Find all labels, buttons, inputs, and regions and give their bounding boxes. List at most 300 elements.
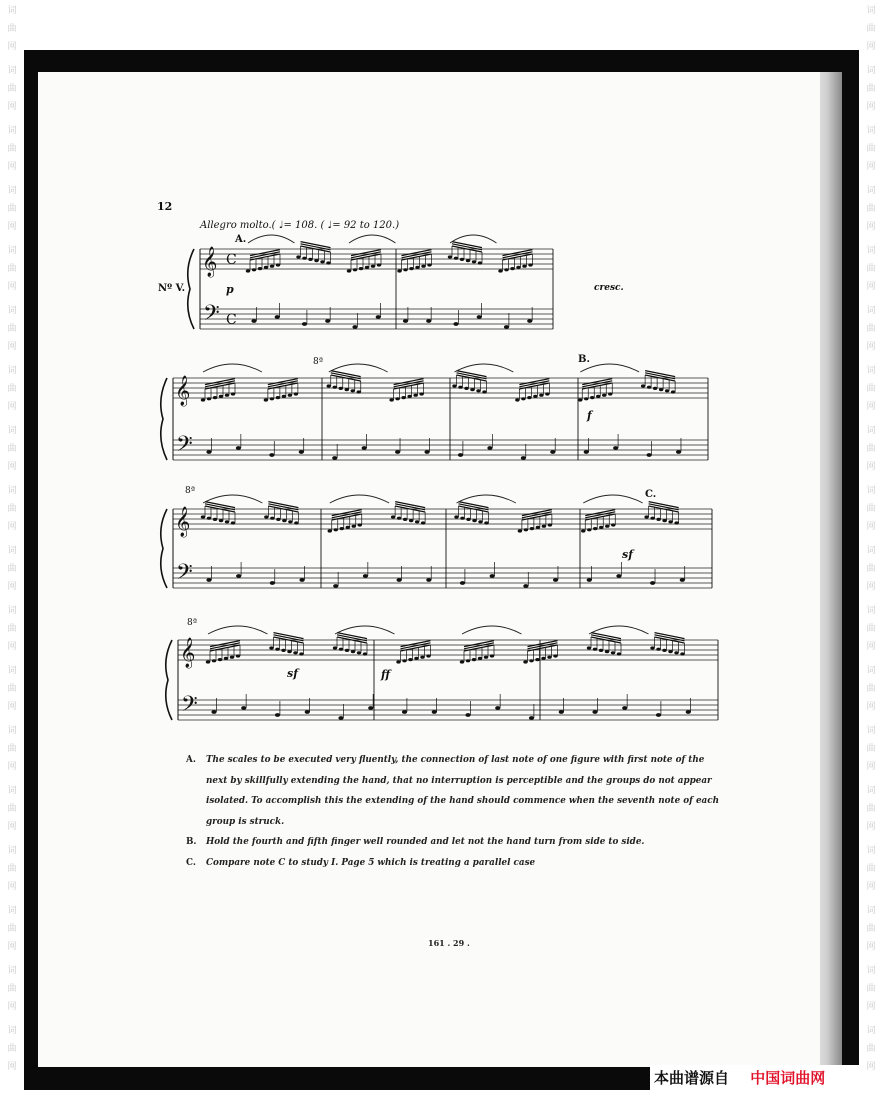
system-3-note-group-notehead [644, 515, 648, 518]
system-1-note-group-notehead [403, 268, 407, 271]
dynamic-piano: p [226, 283, 234, 296]
watermark-glyph: 词 [866, 906, 876, 916]
watermark-glyph: 曲 [7, 144, 17, 154]
footnote-c [186, 853, 726, 874]
system-2-note-group-notehead [345, 388, 349, 391]
system-3-slur [330, 495, 389, 503]
system-2-treble-clef: 𝄞 [175, 376, 191, 406]
system-3-note-group-notehead [599, 526, 603, 529]
system-3-note-group-notehead [587, 528, 591, 531]
system-4-note-group-notehead [206, 660, 210, 663]
system-2-bass-notehead [676, 450, 681, 454]
watermark-glyph: 曲 [7, 504, 17, 514]
system-4-note-group-notehead [680, 652, 684, 655]
system-1-bass-clef: 𝄢 [203, 301, 220, 331]
system-3-note-group-notehead [454, 515, 458, 518]
system-1-note-group-notehead [427, 263, 431, 266]
watermark-glyph: 词 [866, 426, 876, 436]
system-4-note-group-notehead [420, 656, 424, 659]
system-2-bass-notehead [395, 450, 400, 454]
system-2-note-group-notehead [231, 392, 235, 395]
watermark-glyph: 词 [866, 366, 876, 376]
watermark-glyph: 曲 [7, 684, 17, 694]
system-2-note-group-notehead [419, 392, 423, 395]
watermark-glyph: 曲 [866, 144, 876, 154]
system-1-bass-notehead [403, 319, 408, 323]
system-4-note-group-notehead [650, 646, 654, 649]
system-1-note-group-notehead [498, 269, 502, 272]
study-number: Nº V. [158, 283, 186, 294]
footnote-a-mark: A. [186, 755, 196, 765]
site-banner-source-label: 本曲谱源自 [654, 1069, 730, 1087]
system-2-bass-notehead [269, 453, 274, 457]
system-4-note-group-notehead [484, 656, 488, 659]
system-1-note-group-notehead [320, 260, 324, 263]
system-2-note-group-notehead [270, 397, 274, 400]
system-3-note-group-notehead [409, 519, 413, 522]
watermark-glyph: 曲 [866, 744, 876, 754]
system-2-note-group-notehead [413, 394, 417, 397]
watermark-glyph: 词 [7, 186, 17, 196]
system-3-note-group-notehead [530, 527, 534, 530]
system-1-note-group-notehead [516, 266, 520, 269]
system-3-note-group-notehead [340, 527, 344, 530]
system-3-bass-notehead [426, 578, 431, 582]
system-1-bass-notehead [477, 315, 482, 319]
system-4-note-group-notehead [345, 649, 349, 652]
watermark-glyph: 曲 [866, 264, 876, 274]
system-3-note-group-notehead [213, 518, 217, 521]
system-3-bass-notehead [363, 574, 368, 578]
watermark-glyph: 网 [7, 942, 17, 952]
system-4-note-group-notehead [293, 651, 297, 654]
watermark-glyph: 网 [7, 762, 17, 772]
dynamic-sforzando-2: sf [287, 667, 298, 680]
system-2-note-group-notehead [276, 396, 280, 399]
system-2-note-group-notehead [213, 396, 217, 399]
tempo-marking: Allegro molto.( ♩= 108. ( ♩= 92 to 120.) [200, 220, 400, 231]
watermark-glyph: 词 [7, 966, 17, 976]
watermark-glyph: 词 [866, 486, 876, 496]
system-1-slur [248, 235, 295, 243]
system-4-note-group-notehead [460, 660, 464, 663]
system-3-note-group-notehead [201, 515, 205, 518]
system-3-note-group-notehead [358, 523, 362, 526]
watermark-glyph: 曲 [866, 444, 876, 454]
system-2-bass-notehead [362, 446, 367, 450]
system-4-note-group-notehead [466, 659, 470, 662]
watermark-glyph: 词 [7, 726, 17, 736]
octave-mark-system-4: 8ª [187, 618, 198, 628]
watermark-glyph: 词 [7, 366, 17, 376]
system-2-note-group-notehead [647, 386, 651, 389]
system-2-note-group-notehead [578, 398, 582, 401]
system-3-bass-clef: 𝄢 [176, 560, 193, 590]
watermark-glyph: 网 [866, 402, 876, 412]
system-2-note-group-notehead [351, 389, 355, 392]
rehearsal-mark-b: B. [578, 354, 590, 365]
watermark-glyph: 词 [7, 846, 17, 856]
watermark-glyph: 网 [7, 102, 17, 112]
watermark-glyph: 曲 [7, 864, 17, 874]
system-3-note-group-notehead [518, 529, 522, 532]
system-4-note-group-notehead [363, 652, 367, 655]
watermark-glyph: 词 [866, 846, 876, 856]
watermark-glyph: 网 [866, 282, 876, 292]
system-1-note-group-notehead [353, 268, 357, 271]
system-1-slur [349, 235, 396, 243]
system-4-note-group-notehead [611, 651, 615, 654]
system-1-note-group-notehead [326, 261, 330, 264]
site-banner [650, 1065, 860, 1091]
system-3-bass-notehead [270, 581, 275, 585]
system-3-bass-notehead [523, 584, 528, 588]
system-2-slur [203, 364, 262, 372]
watermark-glyph: 曲 [866, 924, 876, 934]
system-3-note-group-notehead [593, 527, 597, 530]
system-3-note-group-notehead [294, 521, 298, 524]
dynamic-fortissimo: ff [381, 668, 391, 681]
dynamic-crescendo: cresc. [594, 283, 624, 293]
system-3-brace [161, 509, 167, 588]
system-1-note-group-notehead [522, 265, 526, 268]
system-4-note-group-notehead [553, 654, 557, 657]
system-3-note-group-notehead [581, 529, 585, 532]
watermark-glyph: 曲 [866, 984, 876, 994]
system-2-note-group-notehead [201, 398, 205, 401]
system-2-bass-notehead [206, 450, 211, 454]
footnote-a-text: The scales to be executed very fluently, the connection of last note of one figure with first note of the next by skillfully extending the hand, that no interruption is perceptible and the groups do not appear isolated. To accomplish this the extending of the hand should commence when the seventh note of each group is struck. [206, 755, 719, 827]
system-3-note-group-notehead [421, 521, 425, 524]
system-2-note-group-notehead [608, 392, 612, 395]
watermark-glyph: 曲 [7, 204, 17, 214]
footnote-b-mark: B. [186, 837, 197, 847]
system-4-slur [208, 626, 268, 634]
system-2-note-group-notehead [659, 388, 663, 391]
system-2-bass-notehead [424, 450, 429, 454]
watermark-glyph: 曲 [7, 744, 17, 754]
system-2-note-group-notehead [596, 395, 600, 398]
watermark-glyph: 网 [7, 1062, 17, 1072]
system-1-bass-notehead [426, 319, 431, 323]
system-1-note-group-notehead [510, 267, 514, 270]
system-1-note-group-notehead [448, 255, 452, 258]
system-3-bass-notehead [587, 578, 592, 582]
system-1-note-group-notehead [377, 263, 381, 266]
system-3-slur [203, 495, 262, 503]
system-4-note-group-notehead [236, 654, 240, 657]
watermark-glyph: 词 [866, 306, 876, 316]
system-4-bass-notehead [686, 710, 691, 714]
system-1-bass-notehead [251, 319, 256, 323]
system-2-note-group-notehead [653, 387, 657, 390]
system-4-note-group-notehead [587, 646, 591, 649]
system-2-note-group-notehead [545, 392, 549, 395]
system-2-bass-notehead [613, 446, 618, 450]
system-1-note-group-notehead [347, 269, 351, 272]
system-1-note-group-notehead [308, 258, 312, 261]
system-1-note-group-notehead [409, 267, 413, 270]
watermark-glyph: 网 [7, 582, 17, 592]
system-3-note-group-notehead [391, 515, 395, 518]
watermark-glyph: 曲 [7, 324, 17, 334]
watermark-glyph: 词 [7, 486, 17, 496]
system-4-note-group-notehead [535, 658, 539, 661]
watermark-glyph: 网 [7, 1002, 17, 1012]
system-4-note-group-notehead [599, 649, 603, 652]
watermark-glyph: 曲 [866, 504, 876, 514]
system-3-bass-notehead [299, 578, 304, 582]
watermark-glyph: 曲 [7, 1044, 17, 1054]
system-3-note-group-notehead [225, 520, 229, 523]
system-4-bass-notehead [592, 710, 597, 714]
system-2-bass-notehead [299, 450, 304, 454]
dynamic-forte: f [587, 409, 592, 422]
system-1-note-group-notehead [365, 266, 369, 269]
watermark-glyph: 曲 [866, 864, 876, 874]
watermark-glyph: 网 [7, 822, 17, 832]
system-2-note-group-notehead [282, 395, 286, 398]
watermark-glyph: 曲 [7, 624, 17, 634]
footnote-c-text: Compare note C to study I. Page 5 which is treating a parallel case [206, 857, 536, 868]
watermark-glyph: 曲 [866, 1044, 876, 1054]
system-4-note-group-notehead [218, 658, 222, 661]
watermark-glyph: 网 [866, 42, 876, 52]
system-2-note-group-notehead [452, 384, 456, 387]
system-1-bass-notehead [504, 325, 509, 329]
watermark-glyph: 网 [7, 402, 17, 412]
watermark-glyph: 网 [7, 462, 17, 472]
watermark-glyph: 词 [866, 126, 876, 136]
system-1-bass-notehead [376, 315, 381, 319]
system-2-bass-notehead [236, 446, 241, 450]
system-4-note-group-notehead [490, 654, 494, 657]
system-1-note-group-notehead [314, 259, 318, 262]
watermark-glyph: 网 [866, 822, 876, 832]
system-4-bass-notehead [559, 710, 564, 714]
system-4-note-group-notehead [523, 660, 527, 663]
system-1-brace [188, 249, 194, 329]
system-4-bass-notehead [211, 710, 216, 714]
system-3-note-group-notehead [352, 525, 356, 528]
system-4-note-group-notehead [547, 656, 551, 659]
watermark-glyph: 网 [866, 642, 876, 652]
system-1-bass-notehead [453, 322, 458, 326]
system-4-note-group-notehead [529, 659, 533, 662]
watermark-glyph: 网 [7, 42, 17, 52]
system-3-bass-notehead [206, 578, 211, 582]
system-4-note-group-notehead [668, 650, 672, 653]
system-4-note-group-notehead [662, 649, 666, 652]
watermark-glyph: 词 [7, 6, 17, 16]
system-4-brace [166, 640, 172, 720]
system-2-note-group-notehead [333, 386, 337, 389]
system-3-note-group-notehead [662, 519, 666, 522]
system-1-note-group-notehead [258, 267, 262, 270]
system-4-note-group-notehead [287, 650, 291, 653]
system-3-note-group-notehead [472, 519, 476, 522]
system-1-note-group-notehead [371, 265, 375, 268]
watermark-glyph: 网 [7, 282, 17, 292]
watermark-glyph: 曲 [7, 84, 17, 94]
system-1-bass-notehead [527, 319, 532, 323]
system-2-note-group-notehead [339, 387, 343, 390]
system-3-note-group-notehead [478, 520, 482, 523]
system-4-note-group-notehead [617, 652, 621, 655]
watermark-glyph: 词 [7, 606, 17, 616]
watermark-glyph: 网 [7, 162, 17, 172]
watermark-glyph: 曲 [866, 384, 876, 394]
footnote-b-text: Hold the fourth and fifth finger well rounded and let not the hand turn from side to side. [206, 837, 645, 847]
system-4-slur [589, 626, 649, 634]
system-4-bass-notehead [402, 710, 407, 714]
system-2-note-group-notehead [476, 389, 480, 392]
system-2-note-group-notehead [357, 390, 361, 393]
system-4-note-group-notehead [541, 657, 545, 660]
system-1-bass-notehead [275, 315, 280, 319]
system-4-note-group-notehead [478, 657, 482, 660]
watermark-glyph: 词 [866, 726, 876, 736]
system-4-note-group-notehead [414, 657, 418, 660]
watermark-glyph: 网 [866, 522, 876, 532]
watermark-glyph: 曲 [866, 24, 876, 34]
system-3-bass-notehead [650, 581, 655, 585]
system-3-bass-notehead [333, 584, 338, 588]
watermark-glyph: 网 [7, 642, 17, 652]
system-4-note-group-notehead [224, 657, 228, 660]
watermark-glyph: 曲 [866, 84, 876, 94]
system-2-note-group-notehead [327, 384, 331, 387]
system-4-bass-notehead [656, 713, 661, 717]
system-4-bass-notehead [368, 706, 373, 710]
watermark-glyph: 词 [7, 126, 17, 136]
system-2-bass-notehead [521, 456, 526, 460]
system-3-note-group-notehead [328, 529, 332, 532]
common-time-bass: C [226, 312, 237, 328]
system-3-note-group-notehead [611, 523, 615, 526]
system-3-bass-notehead [236, 574, 241, 578]
watermark-glyph: 词 [866, 246, 876, 256]
watermark-glyph: 词 [866, 6, 876, 16]
system-1-note-group-notehead [359, 267, 363, 270]
system-1-note-group-notehead [528, 263, 532, 266]
system-1-note-group-notehead [276, 263, 280, 266]
system-3-note-group-notehead [674, 521, 678, 524]
system-1-bass-notehead [352, 325, 357, 329]
system-1-note-group-notehead [252, 268, 256, 271]
system-4-note-group-notehead [402, 659, 406, 662]
system-4-note-group-notehead [339, 648, 343, 651]
system-3-note-group-notehead [270, 517, 274, 520]
watermark-glyph: 词 [866, 966, 876, 976]
watermark-glyph: 词 [866, 606, 876, 616]
system-4-note-group-notehead [269, 646, 273, 649]
system-4-slur [335, 626, 395, 634]
system-2-note-group-notehead [288, 394, 292, 397]
system-1-bass-notehead [302, 322, 307, 326]
system-3-note-group-notehead [466, 518, 470, 521]
system-4-bass-notehead [465, 713, 470, 717]
footnote-b [186, 832, 726, 853]
watermark-glyph: 曲 [866, 804, 876, 814]
system-3-note-group-notehead [656, 518, 660, 521]
watermark-glyph: 词 [7, 66, 17, 76]
system-2-note-group-notehead [389, 398, 393, 401]
system-2-bass-clef: 𝄢 [176, 432, 193, 462]
system-3-bass-notehead [553, 578, 558, 582]
watermark-glyph: 曲 [866, 624, 876, 634]
system-3-note-group-notehead [231, 521, 235, 524]
watermark-glyph: 词 [866, 1026, 876, 1036]
system-1-note-group-notehead [421, 265, 425, 268]
watermark-glyph: 网 [866, 162, 876, 172]
system-2-slur [580, 364, 639, 372]
system-3-note-group-notehead [542, 525, 546, 528]
system-2-note-group-notehead [407, 395, 411, 398]
watermark-glyph: 曲 [7, 564, 17, 574]
system-3-note-group-notehead [264, 515, 268, 518]
system-1-slur [450, 235, 497, 243]
system-3-note-group-notehead [650, 517, 654, 520]
system-2-note-group-notehead [207, 397, 211, 400]
system-1-note-group-notehead [460, 258, 464, 261]
watermark-glyph: 网 [7, 342, 17, 352]
system-1-note-group-notehead [472, 260, 476, 263]
system-3-bass-notehead [680, 578, 685, 582]
system-1-note-group-notehead [478, 261, 482, 264]
system-4-note-group-notehead [472, 658, 476, 661]
watermark-glyph: 词 [7, 306, 17, 316]
system-3-note-group-notehead [536, 526, 540, 529]
system-4-bass-clef: 𝄢 [181, 692, 198, 722]
system-2-note-group-notehead [641, 384, 645, 387]
watermark-glyph: 曲 [7, 264, 17, 274]
system-2-bass-notehead [550, 450, 555, 454]
site-banner-site-name: 中国词曲网 [750, 1069, 826, 1087]
system-2-bass-notehead [584, 450, 589, 454]
system-2-note-group-notehead [225, 394, 229, 397]
system-1-treble-clef: 𝄞 [202, 247, 218, 277]
system-2-note-group-notehead [515, 398, 519, 401]
watermark-glyph: 网 [866, 882, 876, 892]
system-2-note-group-notehead [458, 386, 462, 389]
system-2-note-group-notehead [602, 394, 606, 397]
rehearsal-mark-a: A. [235, 234, 247, 245]
watermark-glyph: 词 [866, 66, 876, 76]
octave-mark-system-2: 8ª [313, 357, 324, 367]
system-1-note-group-notehead [454, 257, 458, 260]
watermark-glyph: 网 [866, 762, 876, 772]
system-3-note-group-notehead [460, 517, 464, 520]
system-2-bass-notehead [458, 453, 463, 457]
page-number: 12 [157, 200, 173, 213]
system-3-slur [583, 495, 642, 503]
system-4-treble-clef: 𝄞 [180, 638, 196, 668]
system-1-note-group-notehead [504, 268, 508, 271]
watermark-glyph: 网 [7, 702, 17, 712]
watermark-glyph: 曲 [7, 984, 17, 994]
system-2-note-group-notehead [264, 398, 268, 401]
system-1-note-group-notehead [246, 269, 250, 272]
system-2-note-group-notehead [401, 396, 405, 399]
system-3-note-group-notehead [548, 523, 552, 526]
system-4-bass-notehead [305, 710, 310, 714]
watermark-glyph: 词 [7, 906, 17, 916]
system-4-note-group-notehead [357, 651, 361, 654]
watermark-glyph: 词 [7, 666, 17, 676]
system-2-note-group-notehead [665, 389, 669, 392]
system-4-note-group-notehead [230, 656, 234, 659]
